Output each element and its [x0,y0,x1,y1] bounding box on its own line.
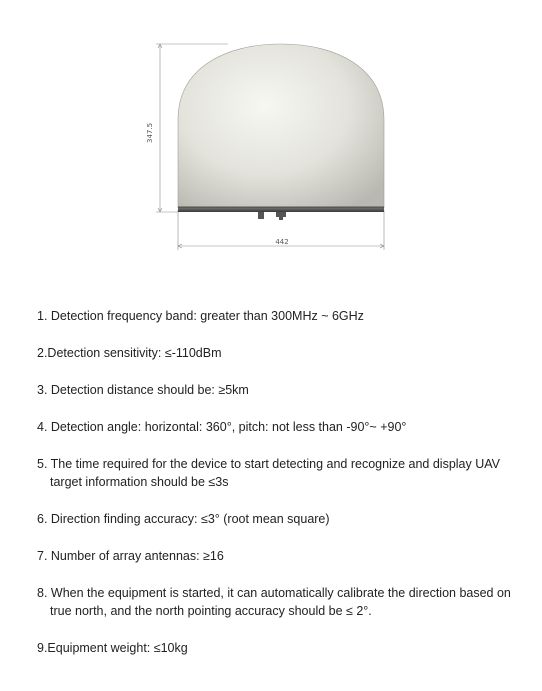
spec-frequency-band: 1. Detection frequency band: greater than 300MHz ~ 6GHz [37,309,364,323]
width-dimension-label: 442 [275,238,289,246]
spec-direction-accuracy: 6. Direction finding accuracy: ≤3° (root mean square) [37,512,330,526]
connector-icon [258,212,286,220]
antenna-dome-drawing [0,0,542,270]
spec-startup-time: 5. The time required for the device to start detecting and recognize and display UAV target information should be ≤3s [37,457,500,489]
height-dimension-label: 347.5 [146,122,154,144]
spec-list [37,307,517,657]
antenna-base [178,207,384,212]
spec-detection-distance: 3. Detection distance should be: ≥5km [37,383,249,397]
spec-array-antennas: 7. Number of array antennas: ≥16 [37,549,224,563]
antenna-dome [178,44,384,208]
spec-sensitivity: 2.Detection sensitivity: ≤-110dBm [37,346,222,360]
spec-weight: 9.Equipment weight: ≤10kg [37,641,188,655]
spec-detection-angle: 4. Detection angle: horizontal: 360°, pitch: not less than -90°~ +90° [37,420,407,434]
spec-north-calibration: 8. When the equipment is started, it can automatically calibrate the direction based on true north, and the north pointing accuracy should be ≤ 2°. [37,586,511,618]
